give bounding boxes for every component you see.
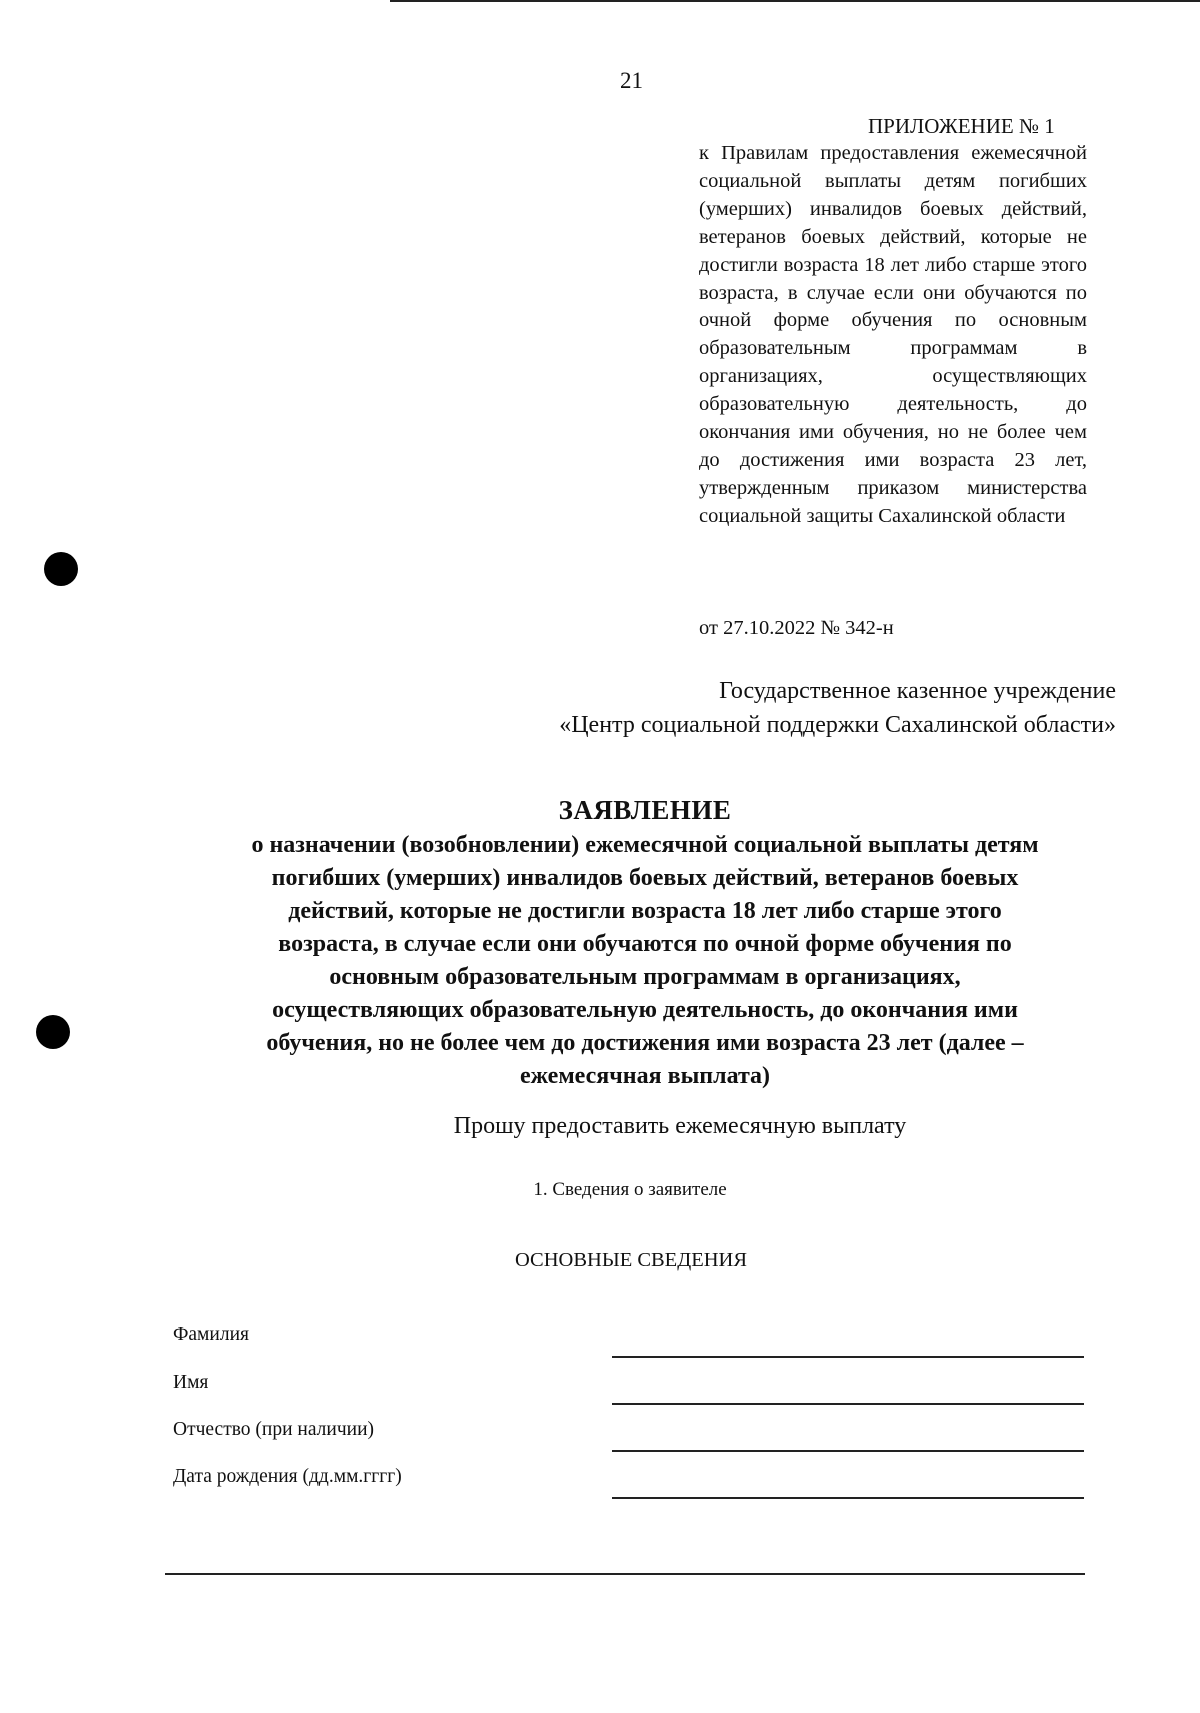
subtitle-line: осуществляющих образовательную деятельность, до окончания ими	[272, 997, 1018, 1023]
section-heading: 1. Сведения о заявителе	[533, 1179, 727, 1200]
subtitle-line: действий, которые не достигли возраста 18 лет либо старше этого	[288, 898, 1002, 924]
subtitle-line: о назначении (возобновлении) ежемесячной социальной выплаты детям	[251, 832, 1039, 858]
field-label-patronymic: Отчество (при наличии)	[173, 1419, 375, 1440]
field-label-birthdate: Дата рождения (дд.мм.гггг)	[173, 1466, 402, 1487]
subtitle-line: обучения, но не более чем до достижения ими возраста 23 лет (далее –	[266, 1030, 1024, 1056]
scan-top-edge-line	[390, 0, 1200, 2]
section-subheading: ОСНОВНЫЕ СВЕДЕНИЯ	[515, 1249, 747, 1271]
surname-field[interactable]	[612, 1356, 1084, 1358]
organization-line: «Центр социальной поддержки Сахалинской области»	[559, 712, 1116, 738]
field-label-surname: Фамилия	[173, 1324, 249, 1345]
subtitle-line: ежемесячная выплата)	[519, 1063, 771, 1089]
punch-hole	[44, 552, 78, 586]
organization-line: Государственное казенное учреждение	[719, 678, 1116, 704]
document-title: ЗАЯВЛЕНИЕ	[558, 795, 732, 825]
patronymic-field[interactable]	[612, 1450, 1084, 1452]
birthdate-field[interactable]	[612, 1497, 1084, 1499]
field-label-name: Имя	[173, 1372, 209, 1393]
page-number: 21	[620, 68, 643, 93]
document-subtitle	[175, 829, 1115, 1093]
punch-hole	[36, 1015, 70, 1049]
subtitle-line: погибших (умерших) инвалидов боевых действий, ветеранов боевых	[271, 865, 1019, 891]
name-field[interactable]	[612, 1403, 1084, 1405]
subtitle-line: основным образовательным программам в организациях,	[329, 964, 961, 990]
appendix-date: от 27.10.2022 № 342-н	[699, 617, 894, 639]
appendix-body: к Правилам предоставления ежемесячной социальной выплаты детям погибших (умерших) инвалидов боевых действий, ветеранов боевых действий, которые не достигли возраста 18 лет либо старше этого возраста, в случае если они обучаются по очной форме обучения по основным образовательным программам в организациях, осуществляющих образовательную деятельность, до окончания ими обучения, но не более чем до достижения ими возраста 23 лет, утвержденным приказом министерства социальной защиты Сахалинской области	[699, 142, 1087, 527]
request-text: Прошу предоставить ежемесячную выплату	[453, 1113, 907, 1139]
section-divider-line	[165, 1573, 1085, 1575]
subtitle-line: возраста, в случае если они обучаются по очной форме обучения по	[278, 931, 1012, 957]
appendix-title: ПРИЛОЖЕНИЕ № 1	[868, 114, 1055, 138]
organization-block	[559, 674, 1116, 742]
